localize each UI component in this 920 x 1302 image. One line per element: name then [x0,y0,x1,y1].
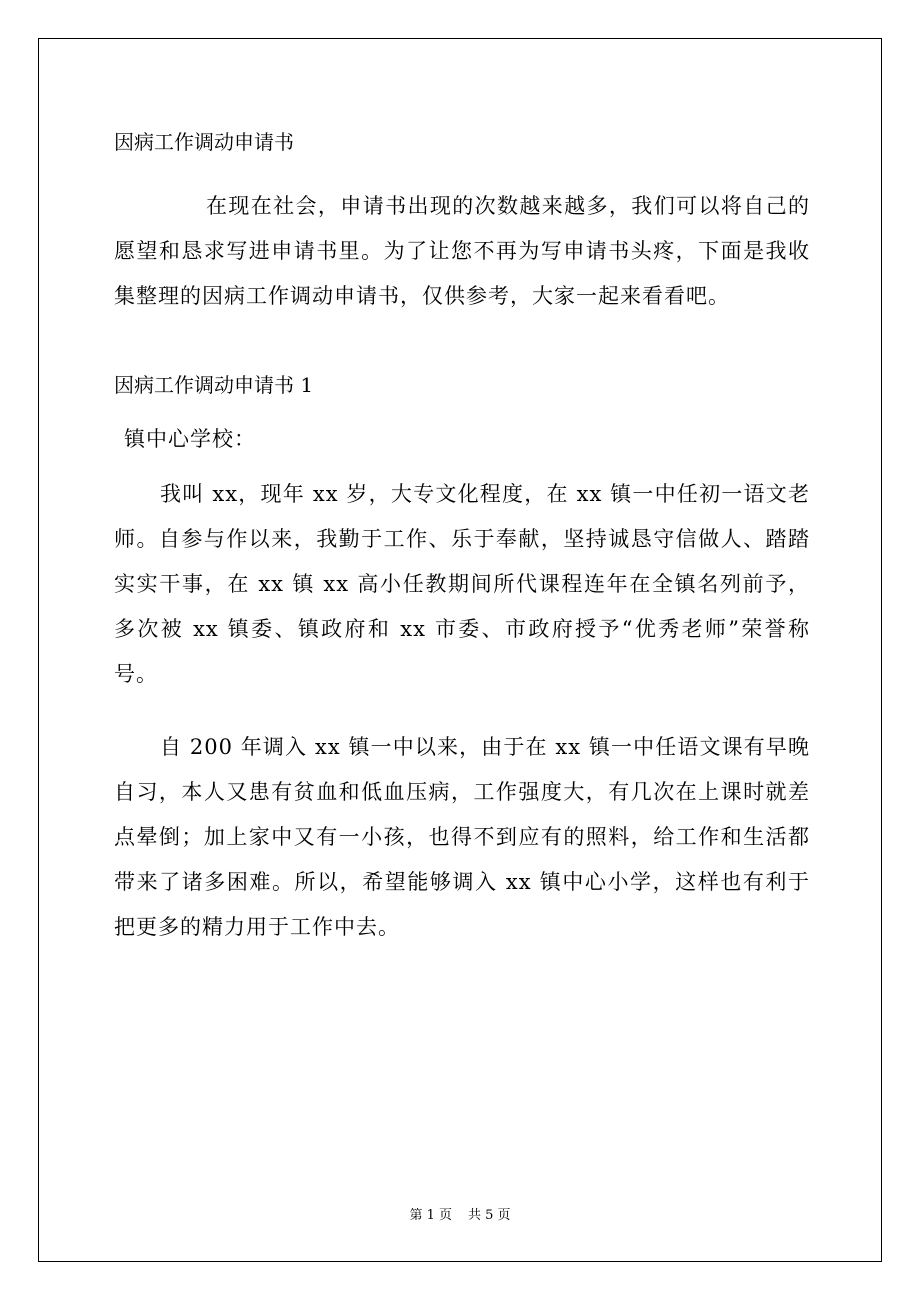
section-title: 因病工作调动申请书 1 [114,373,314,397]
document-title: 因病工作调动申请书 [114,130,294,154]
page-footer [0,1207,920,1225]
body-paragraph-1: 我叫 xx，现年 xx 岁，大专文化程度，在 xx 镇一中任初一语文老师。自参与作以来，我勤于工作、乐于奉献，坚持诚恳守信做人、踏踏实实干事，在 xx 镇 xx 高小任教期间所代课程连年在全镇名列前予，多次被 xx 镇委、镇政府和 xx 市委、市政府授予“优秀老师”荣誉称号。 [114,482,810,686]
body-paragraph-2: 自 200 年调入 xx 镇一中以来，由于在 xx 镇一中任语文课有早晚自习，本人又患有贫血和低血压病，工作强度大，有几次在上课时就差点晕倒；加上家中又有一小孩，也得不到应有的照料，给工作和生活都带来了诸多困难。所以，希望能够调入 xx 镇中心小学，这样也有利于把更多的精力用于工作中去。 [114,735,810,939]
page-total: 共 5 页 [468,1208,511,1223]
page-number: 第 1 页 [409,1208,452,1223]
intro-paragraph: 在现在社会，申请书出现的次数越来越多，我们可以将自己的愿望和恳求写进申请书里。为了让您不再为写申请书头疼，下面是我收集整理的因病工作调动申请书，仅供参考，大家一起来看看吧。 [114,194,810,308]
document-body [114,120,810,950]
salutation: 镇中心学校： [124,427,256,451]
